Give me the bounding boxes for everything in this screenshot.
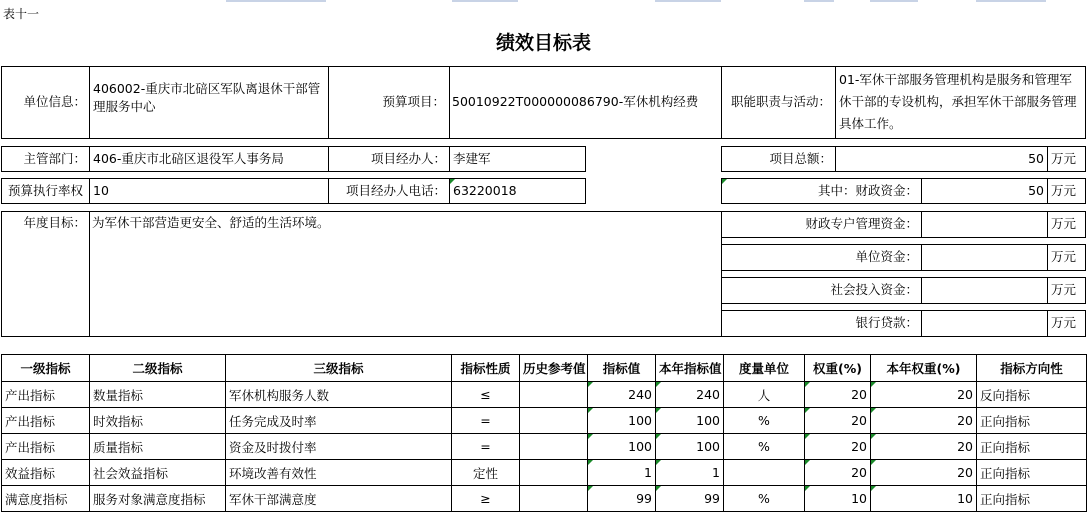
cell-year-weight: 20 <box>871 382 977 408</box>
page-title: 绩效目标表 <box>495 32 591 54</box>
total-label: 项目总额： <box>721 146 836 172</box>
cell-nature: = <box>452 408 520 434</box>
col-header-year-weight: 本年权重(%) <box>871 355 977 382</box>
duty-value: 01-军休干部服务管理机构是服务和管理军休干部的专设机构，承担军休干部服务管理具体工作。 <box>835 66 1086 139</box>
duty-label: 职能职责与活动： <box>730 94 831 109</box>
cell-value: 99 <box>588 486 656 512</box>
col-header-value: 指标值 <box>588 355 656 382</box>
annual-goal-value: 为军休干部营造更安全、舒适的生活环境。 <box>92 215 330 230</box>
budget-item-value-cell <box>449 66 722 139</box>
cell-year-weight: 20 <box>871 460 977 486</box>
total-value: 50 <box>835 146 1048 172</box>
cell-direction: 正向指标 <box>977 460 1087 486</box>
cell-weight: 20 <box>805 382 871 408</box>
unit-label: 单位信息： <box>23 94 86 109</box>
cell-direction: 正向指标 <box>977 486 1087 512</box>
cell-direction: 正向指标 <box>977 408 1087 434</box>
budget-item-value: 50010922T000000086790-军休机构经费 <box>452 94 699 109</box>
cell-level2: 数量指标 <box>90 382 226 408</box>
cell-nature: ≤ <box>452 382 520 408</box>
unit-fund-label: 单位资金： <box>721 244 922 271</box>
indicator-table <box>1 354 1087 512</box>
col-header-history: 历史参考值 <box>520 355 588 382</box>
cell-value: 240 <box>588 382 656 408</box>
col-header-level3: 三级指标 <box>226 355 452 382</box>
col-header-year-value: 本年指标值 <box>656 355 724 382</box>
cell-unit: 人 <box>724 382 805 408</box>
dept-value: 406-重庆市北碚区退役军人事务局 <box>89 146 329 172</box>
col-header-unit: 度量单位 <box>724 355 805 382</box>
special-fund-label: 财政专户管理资金： <box>721 211 922 238</box>
cell-nature: = <box>452 434 520 460</box>
cell-level1: 满意度指标 <box>2 486 90 512</box>
cell-unit <box>724 460 805 486</box>
fiscal-value: 50 <box>921 178 1048 204</box>
cell-history <box>520 460 588 486</box>
cell-direction: 正向指标 <box>977 434 1087 460</box>
cell-history <box>520 408 588 434</box>
col-header-level1: 一级指标 <box>2 355 90 382</box>
cell-level1: 产出指标 <box>2 434 90 460</box>
cell-unit: % <box>724 434 805 460</box>
phone-value: 63220018 <box>449 178 586 204</box>
fiscal-unit: 万元 <box>1047 178 1086 204</box>
cell-value: 100 <box>588 434 656 460</box>
social-fund-value <box>921 277 1048 304</box>
rate-label: 预算执行率权 <box>1 178 90 204</box>
table-row <box>2 460 1087 486</box>
unit-fund-value <box>921 244 1048 271</box>
cell-history <box>520 382 588 408</box>
cell-level3: 军休干部满意度 <box>226 486 452 512</box>
table-row <box>2 434 1087 460</box>
cell-year-value: 99 <box>656 486 724 512</box>
cell-year-value: 100 <box>656 434 724 460</box>
indicator-header-row <box>2 355 1087 382</box>
unit-fund-unit: 万元 <box>1047 244 1086 271</box>
table-row <box>2 408 1087 434</box>
annual-goal-label-cell <box>1 211 90 337</box>
manager-value: 李建军 <box>449 146 586 172</box>
cell-year-value: 1 <box>656 460 724 486</box>
cell-level2: 社会效益指标 <box>90 460 226 486</box>
total-unit: 万元 <box>1047 146 1086 172</box>
cell-level2: 质量指标 <box>90 434 226 460</box>
social-fund-unit: 万元 <box>1047 277 1086 304</box>
bank-loan-value <box>921 310 1048 337</box>
cell-level2: 服务对象满意度指标 <box>90 486 226 512</box>
duty-label-cell <box>721 66 836 139</box>
cell-year-weight: 20 <box>871 408 977 434</box>
cell-nature: ≥ <box>452 486 520 512</box>
annual-goal-label: 年度目标： <box>23 215 86 230</box>
cell-value: 100 <box>588 408 656 434</box>
cell-unit: % <box>724 408 805 434</box>
table-number: 表十一 <box>3 7 40 21</box>
cell-history <box>520 486 588 512</box>
social-fund-label: 社会投入资金： <box>721 277 922 304</box>
cell-level1: 效益指标 <box>2 460 90 486</box>
special-fund-value <box>921 211 1048 238</box>
cell-unit: % <box>724 486 805 512</box>
cell-value: 1 <box>588 460 656 486</box>
col-header-level2: 二级指标 <box>90 355 226 382</box>
cell-level3: 资金及时拨付率 <box>226 434 452 460</box>
cell-year-weight: 10 <box>871 486 977 512</box>
cell-history <box>520 434 588 460</box>
cell-weight: 20 <box>805 460 871 486</box>
manager-label: 项目经办人： <box>328 146 450 172</box>
dept-label: 主管部门： <box>1 146 90 172</box>
cell-year-value: 240 <box>656 382 724 408</box>
budget-item-label: 预算项目： <box>382 94 445 109</box>
table-row <box>2 382 1087 408</box>
cell-year-value: 100 <box>656 408 724 434</box>
budget-item-label-cell <box>328 66 450 139</box>
cell-level2: 时效指标 <box>90 408 226 434</box>
phone-label: 项目经办人电话： <box>328 178 450 204</box>
col-header-direction: 指标方向性 <box>977 355 1087 382</box>
bank-loan-unit: 万元 <box>1047 310 1086 337</box>
cell-level1: 产出指标 <box>2 382 90 408</box>
cell-nature: 定性 <box>452 460 520 486</box>
cell-level3: 环境改善有效性 <box>226 460 452 486</box>
fiscal-label: 其中：财政资金： <box>721 178 922 204</box>
cell-weight: 20 <box>805 408 871 434</box>
bank-loan-label: 银行贷款： <box>721 310 922 337</box>
cell-weight: 10 <box>805 486 871 512</box>
annual-goal-value-cell <box>89 211 722 337</box>
special-fund-unit: 万元 <box>1047 211 1086 238</box>
cell-level1: 产出指标 <box>2 408 90 434</box>
unit-label-cell <box>1 66 90 139</box>
cell-weight: 20 <box>805 434 871 460</box>
col-header-nature: 指标性质 <box>452 355 520 382</box>
cell-level3: 任务完成及时率 <box>226 408 452 434</box>
table-row <box>2 486 1087 512</box>
col-header-weight: 权重(%) <box>805 355 871 382</box>
rate-value: 10 <box>89 178 329 204</box>
unit-value: 406002-重庆市北碚区军队离退休干部管理服务中心 <box>89 66 329 139</box>
cell-year-weight: 20 <box>871 434 977 460</box>
cell-level3: 军休机构服务人数 <box>226 382 452 408</box>
cell-direction: 反向指标 <box>977 382 1087 408</box>
